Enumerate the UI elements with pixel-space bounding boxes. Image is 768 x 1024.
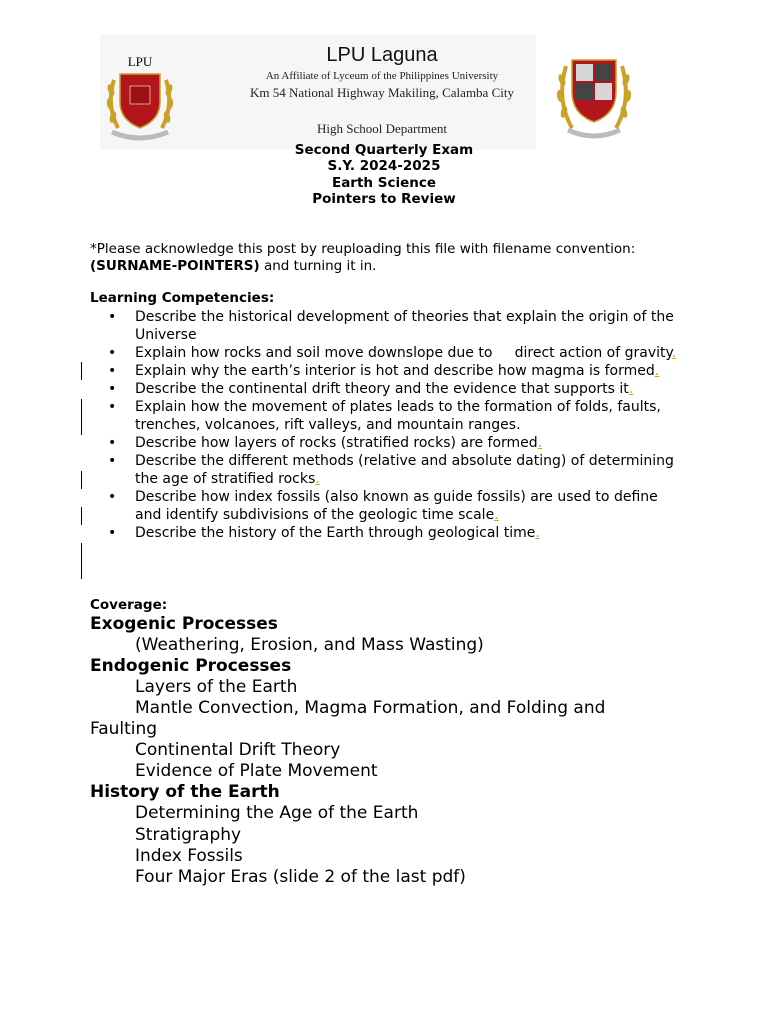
change-bar xyxy=(81,471,82,489)
section-history: History of the Earth xyxy=(90,782,280,802)
list-item: • Describe the history of the Earth through geological time. xyxy=(90,524,683,542)
filename-convention: (SURNAME-POINTERS) xyxy=(90,258,260,274)
document-subtitle: Pointers to Review xyxy=(312,191,456,207)
change-bar xyxy=(81,362,82,380)
coverage-item: Layers of the Earth xyxy=(135,677,298,697)
list-item: • Describe the continental drift theory and the evidence that supports it. xyxy=(90,380,683,398)
competency-list xyxy=(90,308,690,542)
coverage-item: Evidence of Plate Movement xyxy=(135,761,378,781)
left-logo-label: LPU xyxy=(127,54,153,69)
competencies-heading: Learning Competencies: xyxy=(90,290,275,306)
list-item: • Explain why the earth’s interior is hot and describe how magma is formed. xyxy=(90,362,683,380)
exam-title: Second Quarterly Exam xyxy=(294,142,474,158)
notice-rest: and turning it in. xyxy=(259,258,377,274)
coverage-item: Mantle Convection, Magma Formation, and Folding and xyxy=(135,698,606,718)
coverage-item: Determining the Age of the Earth xyxy=(135,803,419,823)
high-school-crest-logo xyxy=(554,52,634,144)
school-year: S.Y. 2024-2025 xyxy=(327,158,441,174)
section-exogenic: Exogenic Processes xyxy=(90,614,278,634)
change-bar xyxy=(81,543,82,579)
institution-name: LPU Laguna xyxy=(326,44,438,66)
coverage-heading: Coverage: xyxy=(90,597,168,613)
coverage-item: Stratigraphy xyxy=(135,825,242,845)
affiliate-line: An Affiliate of Lyceum of the Philippines University xyxy=(265,70,499,82)
section-endogenic: Endogenic Processes xyxy=(90,656,292,676)
notice-line-1: *Please acknowledge this post by reuploading this file with filename convention: xyxy=(90,241,636,257)
notice-line-2 xyxy=(90,258,376,275)
list-item: • Explain how rocks and soil move downslope due to direct action of gravity. xyxy=(90,344,683,362)
list-item: • Describe how layers of rocks (stratified rocks) are formed. xyxy=(90,434,683,452)
change-bar xyxy=(81,399,82,435)
coverage-item: Four Major Eras (slide 2 of the last pdf) xyxy=(135,867,466,887)
list-item: • Describe how index fossils (also known as guide fossils) are used to define and identify subdivisions of the geologic time scale. xyxy=(90,488,683,524)
coverage-item: Continental Drift Theory xyxy=(135,740,341,760)
coverage-item: (Weathering, Erosion, and Mass Wasting) xyxy=(135,635,484,655)
list-item: • Describe the historical development of theories that explain the origin of the Universe xyxy=(90,308,683,344)
list-item: • Describe the different methods (relative and absolute dating) of determining the age of stratified rocks. xyxy=(90,452,683,488)
subject-title: Earth Science xyxy=(331,175,437,191)
department-line: High School Department xyxy=(317,121,447,136)
change-bar xyxy=(81,507,82,525)
coverage-item: Index Fossils xyxy=(135,846,243,866)
coverage-item-wrap: Faulting xyxy=(90,719,158,739)
address-line: Km 54 National Highway Makiling, Calamba City xyxy=(250,85,514,100)
list-item: • Explain how the movement of plates leads to the formation of folds, faults, trenches, volcanoes, rift valleys, and mountain ranges. xyxy=(90,398,683,434)
